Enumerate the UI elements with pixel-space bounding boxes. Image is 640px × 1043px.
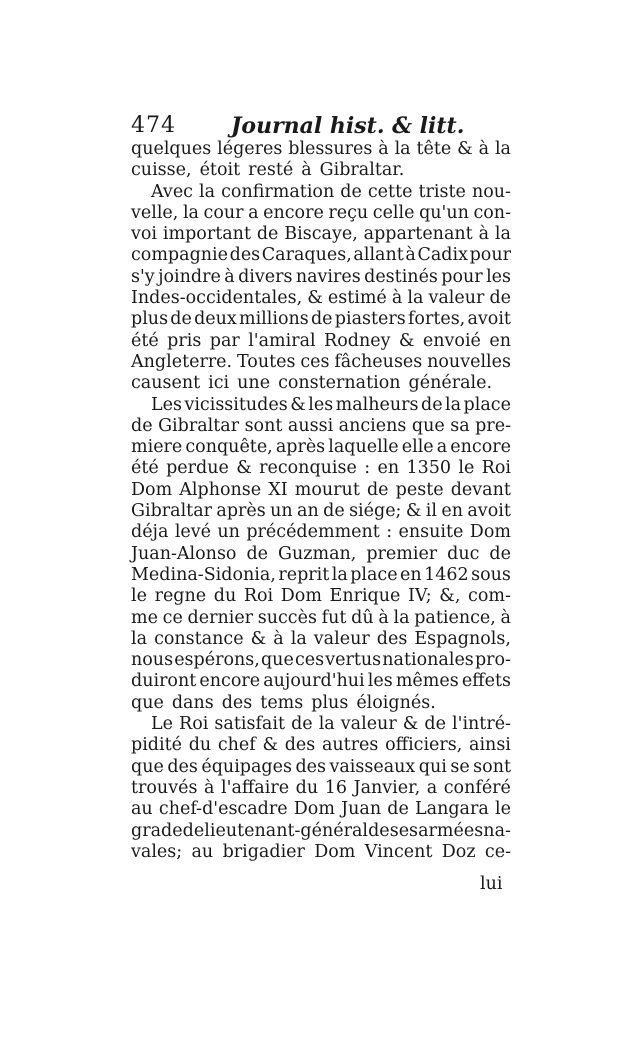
word: causent xyxy=(131,373,201,394)
word: encore xyxy=(263,202,324,223)
word: de xyxy=(424,714,446,735)
word: Gibraltar xyxy=(158,415,240,436)
word: de xyxy=(489,543,511,564)
word: du xyxy=(188,735,212,756)
word: par xyxy=(209,330,240,351)
word: à xyxy=(301,160,312,181)
word: que xyxy=(260,650,294,671)
text-line xyxy=(131,522,511,543)
word: sont xyxy=(244,415,283,436)
word: de xyxy=(489,288,511,309)
word: tête xyxy=(416,139,452,159)
word: an xyxy=(297,501,319,522)
word: à xyxy=(378,139,389,159)
text-line xyxy=(131,714,511,735)
word: ensuite xyxy=(398,522,464,543)
word: la xyxy=(494,139,511,159)
word: Rodney xyxy=(324,330,391,351)
text-line xyxy=(131,416,511,437)
word: étoit xyxy=(199,160,241,181)
word: Dom xyxy=(293,799,335,820)
word: me xyxy=(131,607,158,628)
word: cette xyxy=(367,181,413,202)
word: qu'un xyxy=(419,202,469,223)
word: quelques xyxy=(131,139,212,159)
word: IV; xyxy=(408,586,432,607)
text-line xyxy=(131,842,511,863)
word: de xyxy=(421,394,443,415)
word: conquête, xyxy=(185,437,273,458)
word: fâcheuses xyxy=(334,351,423,372)
word: pidité xyxy=(131,735,182,756)
word: deux xyxy=(194,309,237,330)
word: la xyxy=(182,202,199,223)
word: au xyxy=(131,799,153,820)
text-line xyxy=(131,352,511,373)
word: la xyxy=(131,628,148,649)
text-line xyxy=(131,288,511,309)
word: patience, xyxy=(414,607,496,628)
word: vertus xyxy=(325,650,382,671)
word: & xyxy=(457,139,473,159)
word: valeur xyxy=(340,714,397,735)
word: Les xyxy=(151,394,182,415)
text-line xyxy=(131,544,511,565)
word: & xyxy=(307,288,323,309)
word: devant xyxy=(450,479,511,500)
word: de xyxy=(256,224,279,245)
word: espérons, xyxy=(174,650,260,671)
running-title: Journal hist. & litt. xyxy=(231,113,465,139)
word: reprit xyxy=(278,564,330,585)
word: Angleterre. xyxy=(131,351,233,372)
word: nou- xyxy=(471,181,511,202)
catchword: lui xyxy=(480,874,503,894)
word: malheurs xyxy=(335,394,419,415)
word: pris xyxy=(167,330,202,351)
word: aujourd'hui xyxy=(263,671,365,692)
word: ce- xyxy=(484,841,511,862)
word: Roi xyxy=(481,458,511,479)
word: Le xyxy=(151,714,173,735)
word: à xyxy=(378,607,389,628)
word: à xyxy=(478,139,490,159)
word: éloignés. xyxy=(356,692,436,713)
text-line xyxy=(131,203,511,224)
word: &, xyxy=(439,586,461,607)
word: voi xyxy=(131,224,158,245)
word: pour xyxy=(441,266,483,287)
word: elle xyxy=(401,437,434,458)
word: a xyxy=(436,437,448,458)
word: il xyxy=(425,501,437,522)
text-line xyxy=(131,757,511,778)
word: la xyxy=(407,288,424,309)
text-line xyxy=(131,565,511,586)
text-line xyxy=(131,735,511,756)
word: reçu xyxy=(328,202,369,223)
word: Guzman, xyxy=(278,543,357,564)
word: vicissitudes xyxy=(184,394,288,415)
word: ses xyxy=(389,820,419,841)
word: des xyxy=(295,756,326,777)
text-line xyxy=(131,799,511,820)
text-line xyxy=(131,224,511,245)
word: ces xyxy=(294,650,325,671)
word: Juan xyxy=(341,799,382,820)
word: duiront xyxy=(131,671,197,692)
word: la xyxy=(331,564,348,585)
word: grade xyxy=(131,820,183,841)
word: qui xyxy=(418,756,447,777)
word: la xyxy=(494,224,511,245)
word: vaisseaux xyxy=(329,756,416,777)
word: l'amiral xyxy=(248,330,316,351)
word: pour xyxy=(469,245,511,266)
word: triste xyxy=(418,181,466,202)
word: de xyxy=(310,309,333,330)
text-line xyxy=(131,437,511,458)
word: celle xyxy=(372,202,415,223)
word: après xyxy=(216,501,266,522)
word: à xyxy=(405,245,416,266)
word: Dom xyxy=(469,522,511,543)
word: des xyxy=(284,735,316,756)
word: encore xyxy=(199,671,261,692)
word: Dom xyxy=(280,586,322,607)
word: à xyxy=(391,288,403,309)
text-line xyxy=(131,331,511,352)
word: com- xyxy=(468,586,511,607)
word: conféré xyxy=(443,777,511,798)
word: pre- xyxy=(475,415,511,436)
word: joindre xyxy=(158,266,221,287)
word: Doz xyxy=(441,841,476,862)
word: regne xyxy=(154,586,207,607)
word: succès xyxy=(257,607,317,628)
word: équipages xyxy=(201,756,292,777)
word: appartenant xyxy=(363,224,473,245)
word: trouvés xyxy=(131,777,198,798)
word: Caraques, xyxy=(261,245,352,266)
word: Dom xyxy=(314,841,356,862)
word: de xyxy=(340,181,362,202)
text-line xyxy=(131,693,511,714)
word: de xyxy=(368,820,390,841)
word: avoit xyxy=(467,501,511,522)
word: plus xyxy=(311,692,349,713)
word: lieutenant-général xyxy=(204,820,368,841)
word: la xyxy=(393,607,410,628)
word: dans xyxy=(171,692,214,713)
word: valeur xyxy=(313,628,370,649)
word: mêmes xyxy=(395,671,459,692)
word: cuisse, xyxy=(131,160,192,181)
word: plus xyxy=(131,309,169,330)
word: sont xyxy=(473,756,511,777)
word: la xyxy=(199,181,216,202)
word: satisfait xyxy=(214,714,285,735)
word: de xyxy=(131,415,153,436)
word: le xyxy=(458,458,475,479)
word: des xyxy=(376,628,408,649)
text-line xyxy=(131,373,511,394)
text-line xyxy=(131,586,511,607)
word: que xyxy=(411,415,445,436)
word: la xyxy=(318,714,335,735)
word: a xyxy=(426,777,438,798)
word: 1462 xyxy=(424,564,469,585)
word: Biscaye, xyxy=(284,224,358,245)
word: ce xyxy=(162,607,183,628)
word: Gibraltar xyxy=(131,501,213,522)
word: nationales xyxy=(382,650,474,671)
word: & xyxy=(262,735,279,756)
word: de xyxy=(291,714,313,735)
word: des xyxy=(167,756,198,777)
text-line xyxy=(131,139,511,160)
text-line xyxy=(131,608,511,629)
word: Alphonse xyxy=(179,479,262,500)
word: été xyxy=(131,458,159,479)
word: important xyxy=(162,224,251,245)
word: dernier xyxy=(187,607,254,628)
word: la xyxy=(445,394,462,415)
word: se xyxy=(450,756,470,777)
word: de xyxy=(170,309,192,330)
word: de xyxy=(323,501,345,522)
word: des xyxy=(221,692,253,713)
word: armées xyxy=(418,820,484,841)
text-line xyxy=(131,501,511,522)
word: en xyxy=(400,564,422,585)
word: Langara xyxy=(415,799,489,820)
word: Enrique xyxy=(329,586,401,607)
word: l'intré- xyxy=(452,714,511,735)
word: Roi xyxy=(243,586,274,607)
word: autres xyxy=(321,735,379,756)
text-line xyxy=(131,778,511,799)
word: tems xyxy=(260,692,304,713)
word: fut xyxy=(321,607,347,628)
page-number: 474 xyxy=(131,113,176,138)
text-line xyxy=(131,182,511,203)
word: du xyxy=(213,586,237,607)
word: avoit xyxy=(467,309,511,330)
word: & xyxy=(402,714,419,735)
text-line xyxy=(131,395,511,416)
word: en xyxy=(441,501,463,522)
word: après xyxy=(275,437,326,458)
word: 1350 xyxy=(406,458,451,479)
word: la xyxy=(290,628,307,649)
word: Medina-Sidonia, xyxy=(131,564,276,585)
text-line xyxy=(131,821,511,842)
text-line xyxy=(131,650,511,671)
word: premier xyxy=(366,543,438,564)
word: envoié xyxy=(422,330,481,351)
word: duc xyxy=(447,543,480,564)
word: laquelle xyxy=(328,437,399,458)
word: de xyxy=(182,820,205,841)
word: en xyxy=(377,458,400,479)
word: Janvier, xyxy=(353,777,421,798)
word: précédemment xyxy=(246,522,380,543)
word: valeur xyxy=(428,288,485,309)
word: con- xyxy=(473,202,511,223)
text-line xyxy=(131,671,511,692)
word: velle, xyxy=(131,202,179,223)
word: nouvelles xyxy=(427,351,511,372)
word: & xyxy=(290,394,306,415)
word: : xyxy=(364,458,371,479)
word: de xyxy=(366,479,389,500)
word: Juan-Alonso xyxy=(131,543,237,564)
word: à xyxy=(273,628,284,649)
word: un xyxy=(217,522,240,543)
text-line xyxy=(131,160,511,181)
word: & xyxy=(236,458,252,479)
word: blessures xyxy=(288,139,373,159)
word: & xyxy=(405,501,422,522)
word: que xyxy=(131,756,164,777)
word: légeres xyxy=(217,139,283,159)
word: encore xyxy=(450,437,511,458)
page-header xyxy=(131,113,511,141)
word: anciens xyxy=(338,415,407,436)
text-line xyxy=(131,480,511,501)
word: le xyxy=(131,586,147,607)
word: Espagnols, xyxy=(414,628,511,649)
word: nous xyxy=(131,650,174,671)
word: consternation xyxy=(278,373,401,394)
word: a xyxy=(248,202,259,223)
text-line xyxy=(131,629,511,650)
word: place xyxy=(463,394,511,415)
word: générale. xyxy=(408,373,493,394)
word: Avec xyxy=(151,181,193,202)
word: compagnie xyxy=(131,245,228,266)
word: brigadier xyxy=(222,841,305,862)
word: ces xyxy=(300,351,330,372)
body-text xyxy=(131,139,511,863)
word: Roi xyxy=(179,714,209,735)
word: resté xyxy=(248,160,294,181)
word: de xyxy=(246,543,269,564)
word: sa xyxy=(450,415,470,436)
word: officiers, xyxy=(385,735,463,756)
word: à xyxy=(224,266,235,287)
word: un xyxy=(270,501,293,522)
word: une xyxy=(237,373,271,394)
word: perdue xyxy=(166,458,229,479)
word: : xyxy=(386,522,393,543)
word: millions xyxy=(238,309,309,330)
word: levé xyxy=(174,522,212,543)
word: dû xyxy=(351,607,374,628)
word: na- xyxy=(483,820,511,841)
word: au xyxy=(191,841,214,862)
word: du xyxy=(295,777,319,798)
word: aussi xyxy=(287,415,334,436)
word: Dom xyxy=(131,479,173,500)
word: XI xyxy=(268,479,288,500)
word: été xyxy=(131,330,159,351)
word: piasters xyxy=(334,309,406,330)
word: place xyxy=(350,564,398,585)
word: à xyxy=(500,607,511,628)
word: effets xyxy=(461,671,511,692)
word: Toutes xyxy=(236,351,296,372)
word: que xyxy=(131,692,164,713)
word: l'affaire xyxy=(221,777,290,798)
word: & xyxy=(398,330,415,351)
word: peste xyxy=(395,479,444,500)
word: chef xyxy=(217,735,256,756)
word: reconquise xyxy=(259,458,357,479)
word: ici xyxy=(208,373,230,394)
word: de xyxy=(387,799,409,820)
word: confirmation xyxy=(221,181,335,202)
word: à xyxy=(204,777,215,798)
word: & xyxy=(250,628,267,649)
word: mourut xyxy=(294,479,360,500)
word: s'y xyxy=(131,266,155,287)
word: estimé xyxy=(327,288,387,309)
word: miere xyxy=(131,437,183,458)
word: chef-d'escadre xyxy=(158,799,288,820)
word: la xyxy=(394,139,411,159)
word: fortes, xyxy=(407,309,466,330)
word: Cadix xyxy=(417,245,468,266)
word: cour xyxy=(203,202,244,223)
word: à xyxy=(478,224,490,245)
text-line xyxy=(131,267,511,288)
word: 16 xyxy=(324,777,347,798)
word: les xyxy=(367,671,393,692)
word: sous xyxy=(471,564,511,585)
word: constance xyxy=(154,628,244,649)
word: des xyxy=(229,245,261,266)
word: siége; xyxy=(349,501,402,522)
word: le xyxy=(494,799,511,820)
word: les xyxy=(486,266,511,287)
word: Vincent xyxy=(364,841,433,862)
word: les xyxy=(308,394,334,415)
word: vales; xyxy=(131,841,183,862)
word: Indes-occidentales, xyxy=(131,288,303,309)
word: navires xyxy=(295,266,361,287)
text-line xyxy=(131,245,511,266)
word: en xyxy=(489,330,511,351)
word: allant xyxy=(353,245,404,266)
word: destinés xyxy=(364,266,438,287)
word: pro- xyxy=(474,650,511,671)
text-line xyxy=(131,458,511,479)
word: Gibraltar. xyxy=(319,160,405,181)
word: ainsi xyxy=(469,735,511,756)
word: divers xyxy=(238,266,293,287)
word: déja xyxy=(131,522,169,543)
text-line xyxy=(131,309,511,330)
